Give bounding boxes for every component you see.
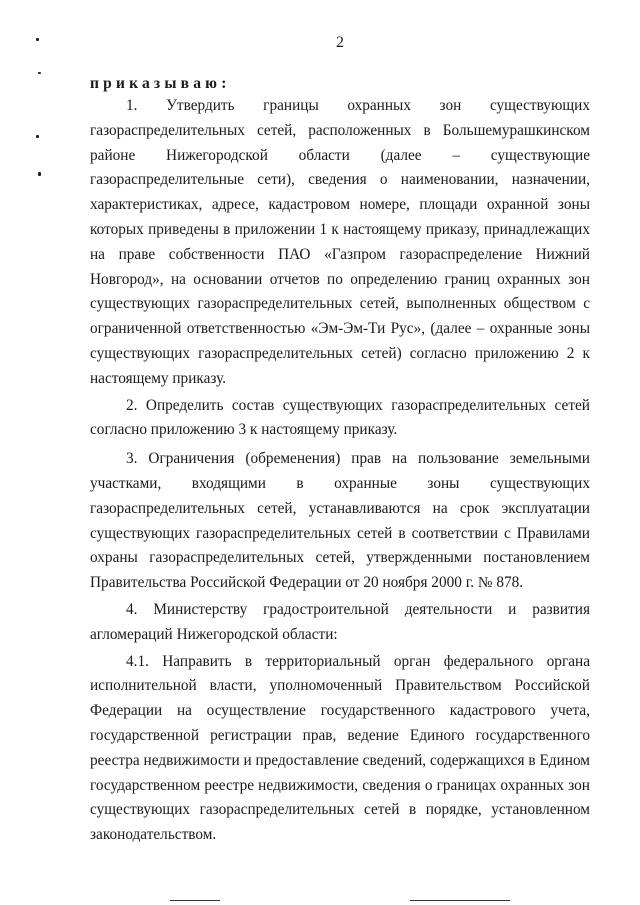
paragraph-1: 1. Утвердить границы охранных зон существующих газораспределительных сетей, расположенных в Большемурашкинском районе Нижегородской области (далее – существующие газораспределительные сети), сведения о наименовании, назначении, характеристиках, адресе, кадастровом номере, площади охранной зоны которых приведены в приложении 1 к настоящему приказу, принадлежащих на праве собственности ПАО «Газпром газораспределение Нижний Новгород», на основании отчетов по определению границ охранных зон существующих газораспределительных сетей, выполненных обществом с ограниченной ответственностью «Эм-Эм-Ти Рус», (далее – охранные зоны существующих газораспределительных сетей) согласно приложению 2 к настоящему приказу. <box>90 97 590 387</box>
scan-speck <box>36 135 39 138</box>
bottom-rule <box>170 900 220 901</box>
paragraph-4-1: 4.1. Направить в территориальный орган федерального органа исполнительной власти, уполномоченный Правительством Российской Федерации на осуществление государственного кадастрового учета, государственной регистрации прав, ведение Единого государственного реестра недвижимости и предоставление сведений, содержащихся в Едином государственном реестре недвижимости, сведения о границах охранных зон существующих газораспределительных сетей в порядке, установленном законодательством. <box>90 652 590 844</box>
scan-speck <box>36 38 39 41</box>
paragraph-3: 3. Ограничения (обременения) прав на пользование земельными участками, входящими в охранные зоны существующих газораспределительных сетей, устанавливаются на срок эксплуатации существующих газораспределительных сетей в соответствии с Правилами охраны газораспределительных сетей, утвержденными постановлением Правительства Российской Федерации от 20 ноября 2000 г. № 878. <box>90 450 590 592</box>
order-heading: приказываю: <box>90 75 231 92</box>
document-body <box>90 94 590 848</box>
scan-speck <box>38 72 41 74</box>
scan-speck <box>38 172 41 176</box>
paragraph-2: 2. Определить состав существующих газораспределительных сетей согласно приложению 3 к настоящему приказу. <box>90 396 590 439</box>
paragraph-4: 4. Министерству градостроительной деятельности и развития агломераций Нижегородской области: <box>90 600 590 643</box>
page-number: 2 <box>336 34 344 51</box>
bottom-rule <box>410 900 510 901</box>
